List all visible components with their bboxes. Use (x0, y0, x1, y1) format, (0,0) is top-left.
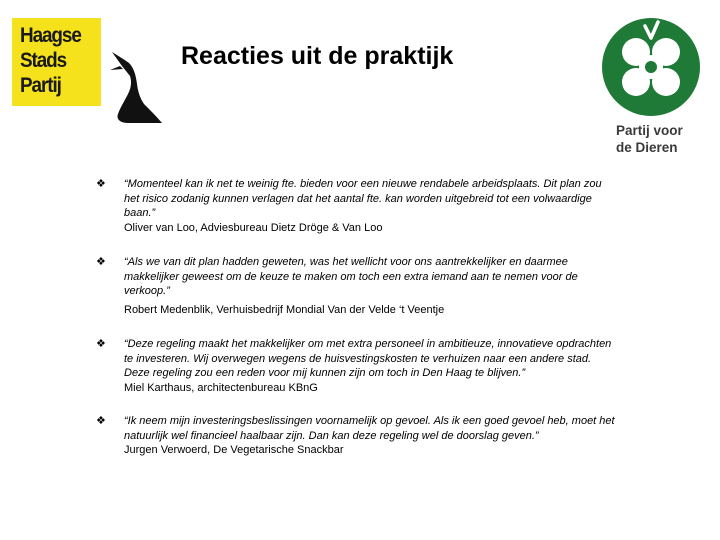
diamond-bullet-icon: ❖ (96, 178, 106, 190)
heron-icon (110, 48, 162, 124)
quote-text: “Als we van dit plan hadden geweten, was het wellicht voor ons aantrekkelijker en daarmee makkelijker geweest om de keuze te maken om toch een extra iemand aan te nemen voor de verkoop.” (124, 256, 578, 297)
quote-text: “Momenteel kan ik net te weinig fte. bieden voor een nieuwe rendabele arbeidsplaats. Dit plan zou het risico zodanig kunnen verlagen dat het aantal fte. kan worden uitgebreid tot een volwaardige baan.” (124, 178, 602, 219)
quote-item (96, 337, 616, 395)
haagse-stads-partij-logo (12, 18, 101, 106)
quote-item (96, 255, 616, 317)
logo-text-line-2: de Dieren (616, 140, 678, 155)
quote-item (96, 177, 616, 235)
quote-author: Jurgen Verwoerd, De Vegetarische Snackbar (124, 444, 344, 456)
page-title: Reacties uit de praktijk (181, 42, 454, 70)
quote-author: Robert Medenblik, Verhuisbedrijf Mondial Van der Velde ‘t Veentje (124, 303, 445, 316)
logo-line-1: Haagse (20, 24, 81, 47)
quote-author: Oliver van Loo, Adviesbureau Dietz Dröge & Van Loo (124, 221, 383, 234)
quote-list (96, 177, 616, 458)
clover-icon (600, 18, 701, 118)
quote-author: Miel Karthaus, architectenbureau KBnG (124, 381, 318, 394)
quote-text: “Deze regeling maakt het makkelijker om met extra personeel in ambitieuze, innovatieve opdrachten te investeren. Wij overwegen wegens de huisvestingskosten te verhuizen naar een andere stad. Deze regeling zou een reden voor mij kunnen zijn om toch in Den Haag te blijven.” (124, 338, 612, 379)
logo-text-line-1: Partij voor (616, 123, 683, 138)
logo-line-2: Stads (20, 49, 67, 72)
diamond-bullet-icon: ❖ (96, 338, 106, 350)
diamond-bullet-icon: ❖ (96, 256, 106, 268)
partij-voor-de-dieren-logo (600, 18, 701, 158)
quote-text: “Ik neem mijn investeringsbeslissingen voornamelijk op gevoel. Als ik een goed gevoel heb, moet het natuurlijk wel financieel haalbaar zijn. Dan kan deze regeling wel de doorslag geven.” (124, 415, 615, 442)
logo-line-3: Partij (20, 74, 61, 97)
quote-item (96, 414, 616, 458)
diamond-bullet-icon: ❖ (96, 415, 106, 427)
